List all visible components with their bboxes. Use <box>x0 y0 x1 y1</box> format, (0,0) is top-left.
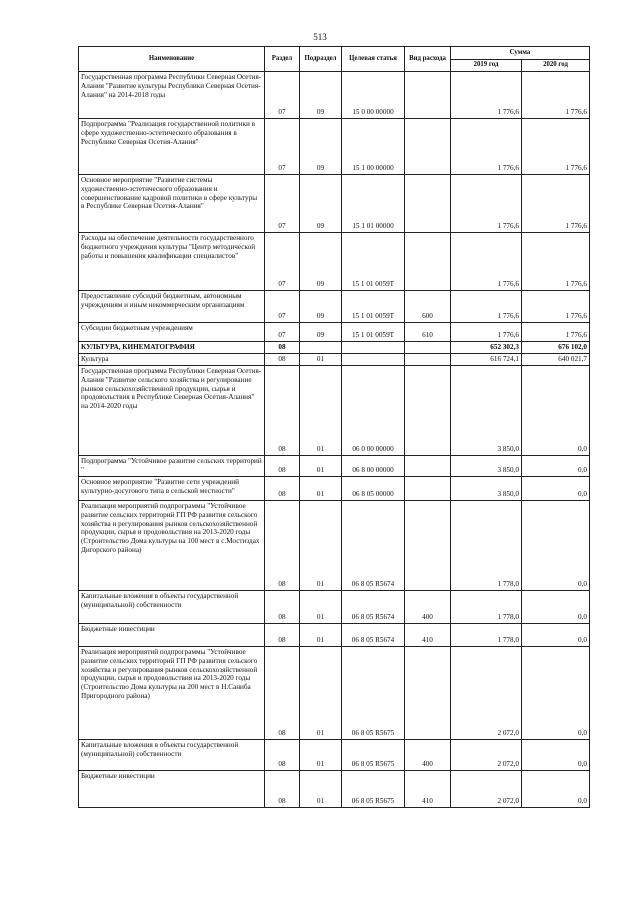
table-row <box>79 291 590 323</box>
sum-2020-cell: 0,0 <box>522 456 590 477</box>
sum-2019-cell: 1 776,6 <box>451 175 522 233</box>
sum-2020-cell: 1 776,6 <box>522 233 590 291</box>
sum-2020-cell: 1 776,6 <box>522 119 590 175</box>
section-cell: 08 <box>265 624 300 647</box>
sum-2019-cell: 1 778,0 <box>451 591 522 624</box>
subsection-cell: 09 <box>300 291 342 323</box>
sum-2019-cell: 3 850,0 <box>451 456 522 477</box>
sum-2020-cell: 0,0 <box>522 501 590 591</box>
target-cell: 06 8 05 R5674 <box>342 501 405 591</box>
target-cell: 06 8 05 R5675 <box>342 740 405 771</box>
table-row <box>79 740 590 771</box>
sum-2019-cell: 3 850,0 <box>451 366 522 456</box>
header-name: Наименование <box>79 47 265 72</box>
subsection-cell: 09 <box>300 72 342 119</box>
sum-2020-cell: 1 776,6 <box>522 323 590 342</box>
sum-2019-cell: 616 724,1 <box>451 354 522 366</box>
sum-2019-cell: 652 302,3 <box>451 342 522 354</box>
section-cell: 07 <box>265 291 300 323</box>
expense-type-cell <box>405 342 451 354</box>
section-cell: 08 <box>265 740 300 771</box>
expense-type-cell: 600 <box>405 291 451 323</box>
subsection-cell: 09 <box>300 175 342 233</box>
expense-type-cell <box>405 456 451 477</box>
table-row <box>79 354 590 366</box>
name-cell: Бюджетные инвестиции <box>79 624 265 647</box>
expense-type-cell <box>405 119 451 175</box>
sum-2020-cell: 0,0 <box>522 771 590 808</box>
section-cell: 07 <box>265 323 300 342</box>
table-row <box>79 647 590 740</box>
subsection-cell: 01 <box>300 740 342 771</box>
table-row <box>79 342 590 354</box>
table-row <box>79 119 590 175</box>
sum-2019-cell: 1 776,6 <box>451 233 522 291</box>
table-row <box>79 591 590 624</box>
target-cell: 06 0 00 00000 <box>342 366 405 456</box>
table-row <box>79 477 590 501</box>
expense-type-cell <box>405 501 451 591</box>
section-cell: 08 <box>265 477 300 501</box>
sum-2020-cell: 0,0 <box>522 647 590 740</box>
target-cell: 06 8 05 R5675 <box>342 647 405 740</box>
table-body <box>79 72 590 808</box>
subsection-cell: 01 <box>300 624 342 647</box>
section-cell: 08 <box>265 591 300 624</box>
sum-2020-cell: 0,0 <box>522 740 590 771</box>
target-cell: 15 1 01 0059Т <box>342 323 405 342</box>
subsection-cell: 09 <box>300 233 342 291</box>
subsection-cell: 09 <box>300 119 342 175</box>
table-row <box>79 501 590 591</box>
table-row <box>79 233 590 291</box>
header-subsection: Подраздел <box>300 47 342 72</box>
sum-2020-cell: 676 102,0 <box>522 342 590 354</box>
sum-2019-cell: 1 776,6 <box>451 72 522 119</box>
section-cell: 07 <box>265 175 300 233</box>
expense-type-cell <box>405 647 451 740</box>
sum-2020-cell: 1 776,6 <box>522 72 590 119</box>
section-cell: 08 <box>265 647 300 740</box>
name-cell: Государственная программа Республики Северная Осетия-Алания "Развитие культуры Республики Северная Осетия-Алания" на 2014-2018 годы <box>79 72 265 119</box>
subsection-cell: 01 <box>300 647 342 740</box>
name-cell: КУЛЬТУРА, КИНЕМАТОГРАФИЯ <box>79 342 265 354</box>
table-row <box>79 323 590 342</box>
header-year-2019: 2019 год <box>451 60 522 72</box>
expense-type-cell: 400 <box>405 740 451 771</box>
expense-type-cell <box>405 233 451 291</box>
table-row <box>79 72 590 119</box>
name-cell: Культура <box>79 354 265 366</box>
header-expense-type: Вид расхода <box>405 47 451 72</box>
section-cell: 08 <box>265 501 300 591</box>
name-cell: Подпрограмма "Реализация государственной политики в сфере художественно-эстетического образования в Республике Северная Осетия-Алания" <box>79 119 265 175</box>
expense-type-cell <box>405 354 451 366</box>
sum-2019-cell: 2 072,0 <box>451 647 522 740</box>
table-row <box>79 624 590 647</box>
name-cell: Реализация мероприятий подпрограммы "Устойчивое развитие сельских территорий ГП РФ развития сельского хозяйства и регулирования рынков сельскохозяйственной продукции, сырья и продовольствия на 2013-2020 годы (Строительство Дома культуры на 100 мест в с.Мостиздах Дигорского района) <box>79 501 265 591</box>
subsection-cell: 01 <box>300 501 342 591</box>
expense-type-cell <box>405 175 451 233</box>
name-cell: Капитальные вложения в объекты государственной (муниципальной) собственности <box>79 591 265 624</box>
budget-table <box>78 46 590 808</box>
page-number: 513 <box>313 32 327 42</box>
section-cell: 08 <box>265 366 300 456</box>
target-cell: 15 0 00 00000 <box>342 72 405 119</box>
header-section: Раздел <box>265 47 300 72</box>
expense-type-cell: 610 <box>405 323 451 342</box>
sum-2019-cell: 1 776,6 <box>451 291 522 323</box>
name-cell: Капитальные вложения в объекты государственной (муниципальной) собственности <box>79 740 265 771</box>
sum-2019-cell: 1 776,6 <box>451 323 522 342</box>
subsection-cell: 01 <box>300 456 342 477</box>
target-cell: 15 1 01 00000 <box>342 175 405 233</box>
expense-type-cell: 410 <box>405 624 451 647</box>
sum-2019-cell: 3 850,0 <box>451 477 522 501</box>
section-cell: 08 <box>265 771 300 808</box>
header-year-2020: 2020 год <box>522 60 590 72</box>
target-cell: 06 8 05 R5674 <box>342 591 405 624</box>
target-cell: 06 8 00 00000 <box>342 456 405 477</box>
name-cell: Реализация мероприятий подпрограммы "Устойчивое развитие сельских территорий ГП РФ развития сельского хозяйства и регулирования рынков сельскохозяйственной продукции, сырья и продовольствия на 2013-2020 годы (Строительство Дома культуры на 200 мест в Н.Саниба Пригородного района) <box>79 647 265 740</box>
sum-2019-cell: 1 778,0 <box>451 501 522 591</box>
header-target: Целевая статья <box>342 47 405 72</box>
target-cell: 15 1 01 0059Т <box>342 291 405 323</box>
subsection-cell: 01 <box>300 354 342 366</box>
subsection-cell: 01 <box>300 591 342 624</box>
section-cell: 08 <box>265 456 300 477</box>
name-cell: Предоставление субсидий бюджетным, автономным учреждениям и иным некоммерческим организациям <box>79 291 265 323</box>
expense-type-cell: 410 <box>405 771 451 808</box>
sum-2020-cell: 0,0 <box>522 591 590 624</box>
target-cell: 15 1 01 0059Т <box>342 233 405 291</box>
section-cell: 08 <box>265 354 300 366</box>
name-cell: Подпрограмма "Устойчивое развитие сельских территорий " <box>79 456 265 477</box>
sum-2020-cell: 0,0 <box>522 366 590 456</box>
target-cell <box>342 342 405 354</box>
target-cell: 15 1 00 00000 <box>342 119 405 175</box>
expense-type-cell <box>405 477 451 501</box>
expense-type-cell <box>405 366 451 456</box>
sum-2020-cell: 0,0 <box>522 477 590 501</box>
section-cell: 07 <box>265 119 300 175</box>
name-cell: Основное мероприятие "Развитие сети учреждений культурно-досугового типа в сельской местности" <box>79 477 265 501</box>
subsection-cell: 01 <box>300 366 342 456</box>
sum-2019-cell: 1 778,0 <box>451 624 522 647</box>
sum-2020-cell: 1 776,6 <box>522 175 590 233</box>
name-cell: Государственная программа Республики Северная Осетия-Алания "Развитие сельского хозяйства и регулирование рынков сельскохозяйственной продукции, сырья и продовольствия в Республике Северная Осетия-Алания" на 2014-2020 годы <box>79 366 265 456</box>
sum-2020-cell: 0,0 <box>522 624 590 647</box>
section-cell: 07 <box>265 233 300 291</box>
sum-2020-cell: 640 021,7 <box>522 354 590 366</box>
sum-2020-cell: 1 776,6 <box>522 291 590 323</box>
expense-type-cell <box>405 72 451 119</box>
header-sum: Сумма <box>451 47 590 60</box>
subsection-cell: 01 <box>300 477 342 501</box>
section-cell: 07 <box>265 72 300 119</box>
table-row <box>79 456 590 477</box>
sum-2019-cell: 2 072,0 <box>451 771 522 808</box>
subsection-cell: 09 <box>300 323 342 342</box>
name-cell: Расходы на обеспечение деятельности государственного бюджетного учреждения культуры "Центр методической работы и повышения квалификации специалистов" <box>79 233 265 291</box>
name-cell: Основное мероприятие "Развитие системы художественно-эстетического образования и совершенствование кадровой политики в сфере культуры в Республике Северная Осетия-Алания" <box>79 175 265 233</box>
section-cell: 08 <box>265 342 300 354</box>
sum-2019-cell: 1 776,6 <box>451 119 522 175</box>
name-cell: Бюджетные инвестиции <box>79 771 265 808</box>
subsection-cell: 01 <box>300 771 342 808</box>
target-cell: 06 8 05 R5675 <box>342 771 405 808</box>
target-cell: 06 8 05 R5674 <box>342 624 405 647</box>
expense-type-cell: 400 <box>405 591 451 624</box>
table-row <box>79 366 590 456</box>
table-row <box>79 771 590 808</box>
sum-2019-cell: 2 072,0 <box>451 740 522 771</box>
target-cell <box>342 354 405 366</box>
name-cell: Субсидии бюджетным учреждениям <box>79 323 265 342</box>
table-row <box>79 175 590 233</box>
target-cell: 06 8 05 00000 <box>342 477 405 501</box>
subsection-cell <box>300 342 342 354</box>
